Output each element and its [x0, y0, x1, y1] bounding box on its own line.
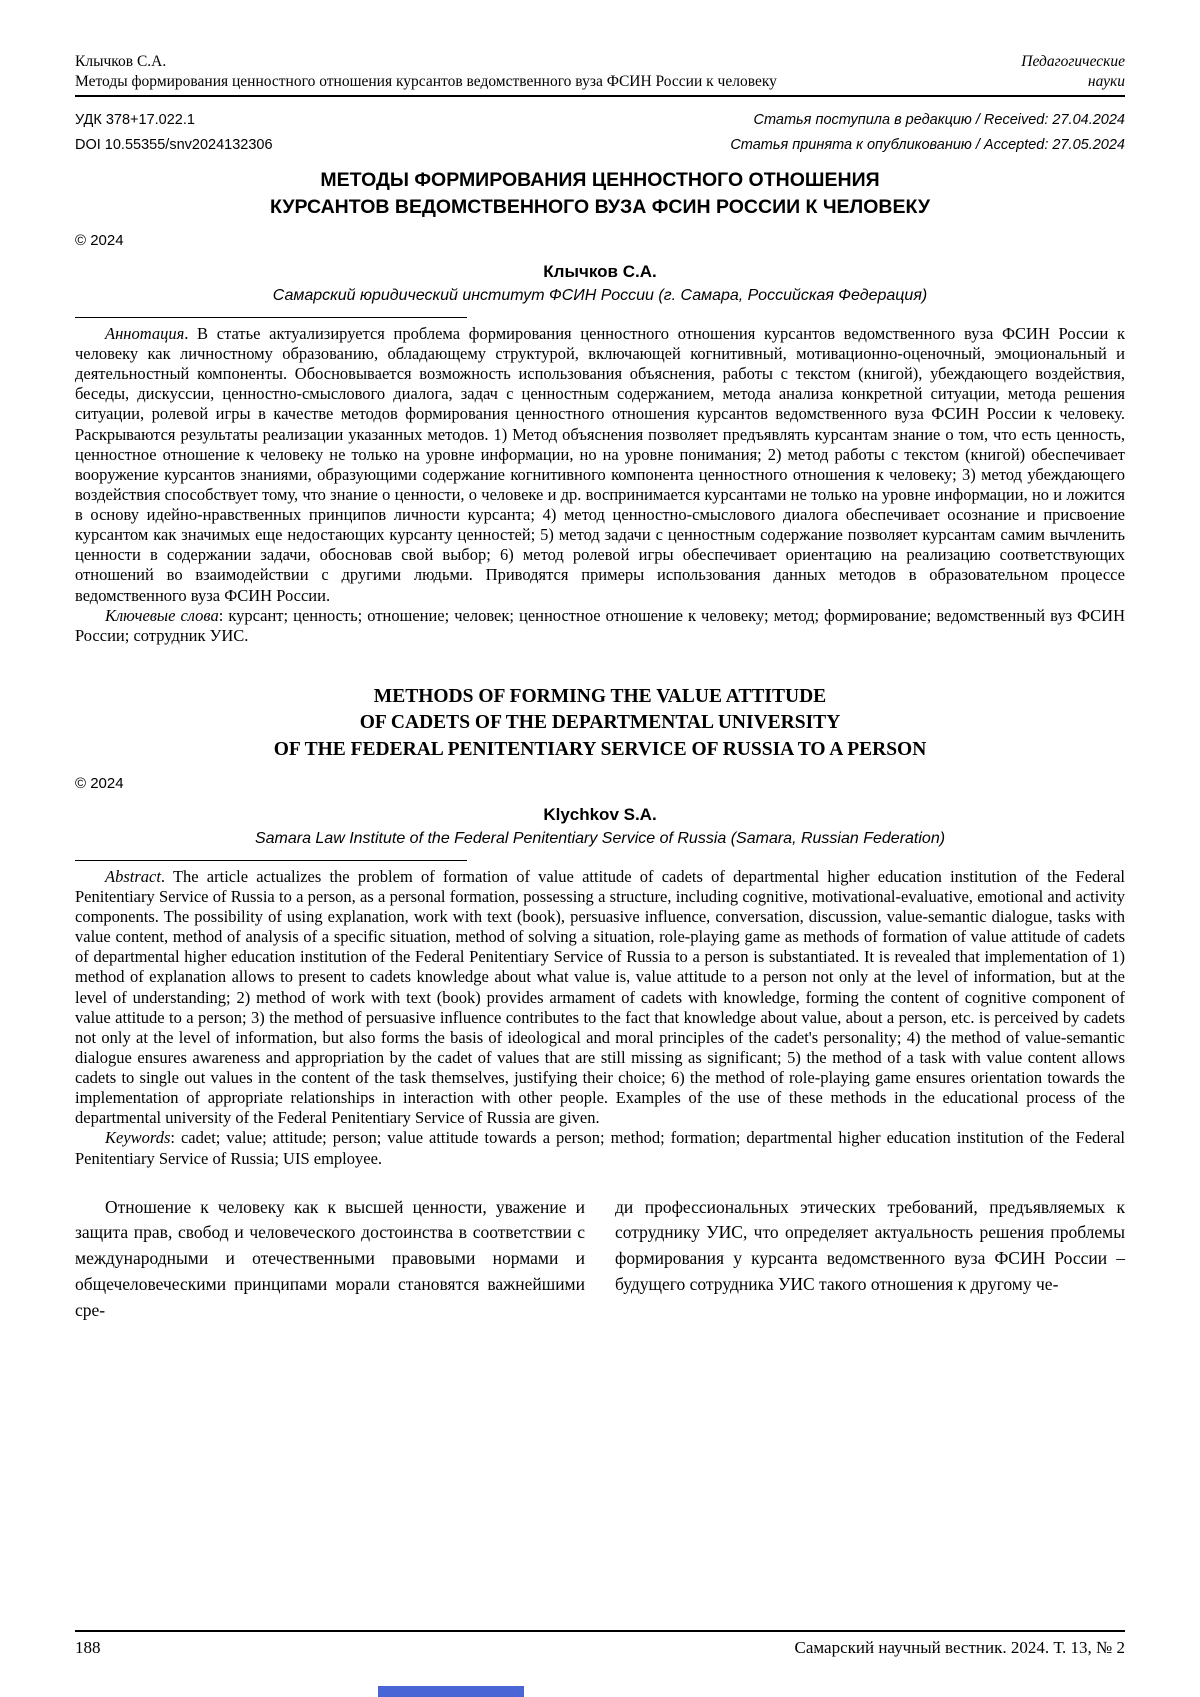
- bottom-blue-bar: [378, 1686, 524, 1697]
- page-footer: [75, 1630, 1125, 1658]
- doi-code: DOI 10.55355/snv2024132306: [75, 137, 273, 154]
- ru-abstract-text: . В статье актуализируется проблема формирования ценностного отношения курсантов ведомственного вуза ФСИН России к человеку как личностному образованию, обладающему структурой, включающей когнитивный, мотивационно-оценочный, эмоциональный и деятельностный компоненты. Обосновывается возможность использования объяснения, работы с текстом (книгой), убеждающего воздействия, беседы, дискуссии, ценностно-смыслового диалога, задач с ценностным содержанием, метода анализа конкретной ситуации, метода решения ситуации, ролевой игры в качестве методов формирования ценностного отношения курсантов ведомственного вуза ФСИН России к человеку. Раскрываются результаты реализации указанных методов. 1) Метод объяснения позволяет предъявлять курсантам знание о том, что есть ценность, ценностное отношение к человеку не только на уровне информации, но на уровне понимания; 2) метод работы с текстом (книгой) обеспечивает вооружение курсантов знаниями, образующими содержание когнитивного компонента ценностного отношения к человеку; 3) метод убеждающего воздействия способствует тому, что знание о ценности, о человеке и др. воспринимается курсантами не только на уровне информации, но и ложится в основу идейно-нравственных принципов личности курсанта; 4) метод ценностно-смыслового диалога обеспечивает осознание и присвоение курсантом как значимых еще недостающих курсанту ценностей; 5) метод задачи с ценностным содержание позволяет курсантам самим вычленить ценности в содержании задачи, обосновав свой выбор; 6) метод ролевой игры обеспечивает ориентацию на реализацию соответствующих отношений во взаимодействии с другими людьми. Приводятся примеры использования данных методов в образовательном процессе ведомственного вуза ФСИН России.: [75, 323, 1125, 605]
- article-meta: [75, 112, 1125, 153]
- en-keywords-label: Keywords: [105, 1128, 171, 1148]
- en-abstract-label: Abstract: [105, 866, 161, 886]
- udc-code: УДК 378+17.022.1: [75, 112, 195, 129]
- en-article-title: [75, 684, 1125, 763]
- en-abstract-text: . The article actualizes the problem of formation of value attitude of cadets of departmental higher education institution of the Federal Penitentiary Service of Russia to a person, as a personal formation, possessing a structure, including cognitive, motivational-evaluative, emotional and activity components. The possibility of using explanation, work with text (book), persuasive influence, conversation, discussion, value-semantic dialogue, tasks with value content, method of analysis of a specific situation, method of solving a situation, role-playing game as methods of formation of value attitude of cadets of departmental higher education institution of the Federal Penitentiary Service of Russia to a person is substantiated. It is revealed that implementation of 1) method of explanation allows to present to cadets knowledge about what value is, value attitude to a person not only at the level of information, but at the level of understanding; 2) method of work with text (book) provides armament of cadets with knowledge, forming the content of cognitive component of value attitude to a person; 3) the method of persuasive influence contributes to the fact that knowledge about value, about a person, etc. is perceived by cadets not only at the level of information, but also forms the basis of ideological and moral principles of the cadet's personality; 4) the method of value-semantic dialogue ensures awareness and appropriation by the cadet of values that are still missing as significant; 5) the method of a task with value content allows cadets to single out values in the content of the task themselves, justifying their choice; 6) the method of role-playing game ensures orientation towards the implementation of appropriate relationships in interaction with other people. Examples of the use of these methods in the educational process of the departmental university of the Federal Penitentiary Service of Russia are given.: [75, 866, 1125, 1128]
- ru-abstract-divider: [75, 317, 467, 318]
- ru-affiliation: Самарский юридический институт ФСИН России (г. Самара, Российская Федерация): [272, 286, 928, 304]
- body-column-right: [615, 1195, 1125, 1324]
- udc-row: [75, 112, 1125, 128]
- doi-row: [75, 137, 1125, 153]
- running-section-line2: науки: [1087, 73, 1125, 91]
- en-copyright: © 2024: [75, 774, 124, 792]
- page-number: 188: [75, 1638, 101, 1657]
- header-rule: [75, 95, 1125, 97]
- footer-row: [75, 1638, 1125, 1658]
- en-title-line3: OF THE FEDERAL PENITENTIARY SERVICE OF RUSSIA TO A PERSON: [273, 738, 927, 760]
- ru-title-line2: КУРСАНТОВ ВЕДОМСТВЕННОГО ВУЗА ФСИН РОССИИ К ЧЕЛОВЕКУ: [269, 195, 931, 218]
- running-head-left: [75, 52, 777, 92]
- ru-abstract-label: Аннотация: [105, 323, 185, 343]
- en-author-name: Klychkov S.A.: [543, 804, 657, 824]
- ru-title-line1: МЕТОДЫ ФОРМИРОВАНИЯ ЦЕННОСТНОГО ОТНОШЕНИЯ: [320, 169, 880, 192]
- en-keywords: [75, 1128, 1125, 1168]
- running-author: Клычков С.А.: [75, 53, 167, 70]
- ru-keywords: [75, 606, 1125, 646]
- running-section-line1: Педагогические: [1021, 53, 1125, 70]
- body-paragraph-right: ди профессиональных этических требований, предъявляемых к сотруднику УИС, что определяет актуальность решения проблемы формирования у курсанта ведомственного вуза ФСИН России – будущего сотрудника УИС такого отношения к другому че-: [615, 1196, 1125, 1294]
- journal-title: Самарский научный вестник. 2024. Т. 13, № 2: [794, 1638, 1125, 1657]
- en-title-line1: METHODS OF FORMING THE VALUE ATTITUDE: [373, 685, 827, 707]
- ru-abstract: [75, 324, 1125, 606]
- ru-author-name: Клычков С.А.: [543, 261, 657, 281]
- running-title: Методы формирования ценностного отношения курсантов ведомственного вуза ФСИН России к человеку: [75, 73, 777, 91]
- running-head: [75, 52, 1125, 92]
- running-section: [1001, 52, 1125, 92]
- accepted-date: Статья принята к опубликованию / Accepted: 27.05.2024: [730, 137, 1125, 154]
- body-paragraph-left: Отношение к человеку как к высшей ценности, уважение и защита прав, свобод и человеческого достоинства в соответствии с международными и отечественными правовыми нормами и общечеловеческими принципами морали становятся важнейшими сре-: [75, 1196, 585, 1320]
- ru-article-title: [75, 167, 1125, 220]
- received-date: Статья поступила в редакцию / Received: 27.04.2024: [753, 112, 1125, 129]
- ru-keywords-text: : курсант; ценность; отношение; человек; ценностное отношение к человеку; метод; формирование; ведомственный вуз ФСИН России; сотрудник УИС.: [75, 605, 1125, 645]
- en-title-line2: OF CADETS OF THE DEPARTMENTAL UNIVERSITY: [359, 712, 841, 734]
- ru-keywords-label: Ключевые слова: [105, 605, 219, 625]
- en-abstract: [75, 867, 1125, 1129]
- body-columns: [75, 1195, 1125, 1324]
- body-column-left: [75, 1195, 585, 1324]
- en-abstract-divider: [75, 860, 467, 861]
- en-affiliation: Samara Law Institute of the Federal Penitentiary Service of Russia (Samara, Russian Federation): [254, 829, 946, 847]
- footer-rule: [75, 1630, 1125, 1632]
- ru-copyright: © 2024: [75, 231, 124, 249]
- en-keywords-text: : cadet; value; attitude; person; value attitude towards a person; method; formation; departmental higher education institution of the Federal Penitentiary Service of Russia; UIS employee.: [75, 1128, 1125, 1168]
